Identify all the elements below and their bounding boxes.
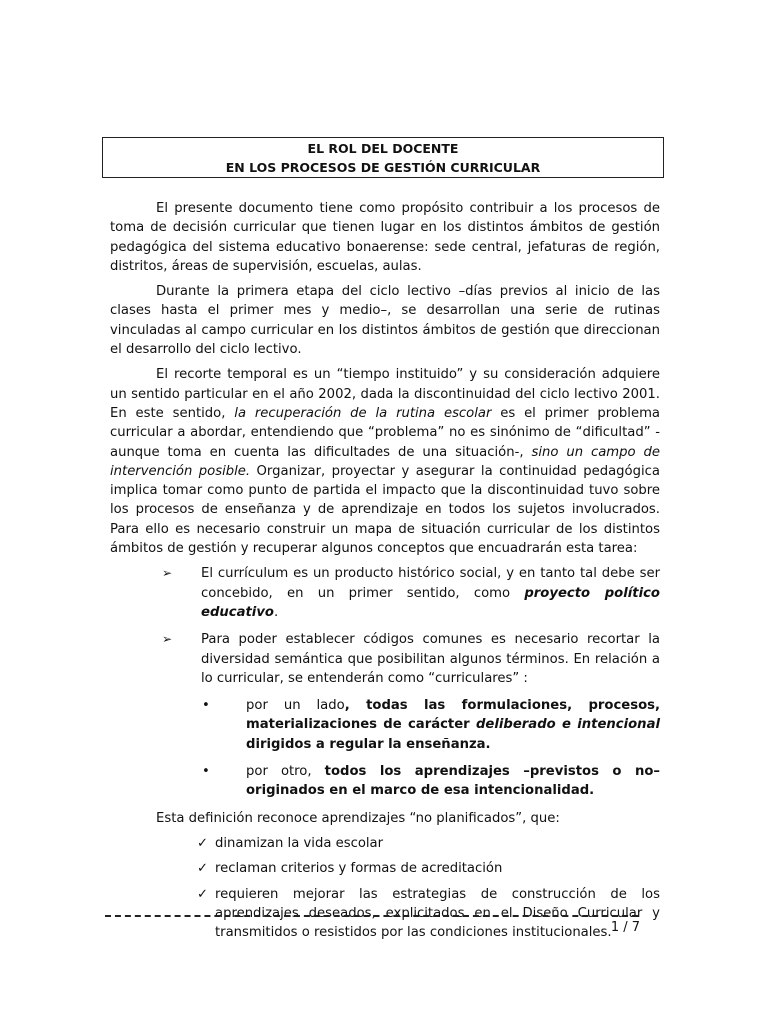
- paragraph-3-text-b: es el primer problema curricular a abordar, entendiendo que “problema” no es sinónimo de “dificultad” -aunque toma en cuenta las dificultades de una situación-,: [110, 405, 661, 460]
- paragraph-3-emphasis-2: sino un campo de intervención posible.: [110, 444, 660, 479]
- bullet-1-text-a: por un lado: [246, 698, 345, 714]
- arrow-item-1-strong: proyecto político educativo: [201, 585, 660, 620]
- check-list: [110, 834, 660, 942]
- round-bullet-icon: •: [202, 764, 210, 780]
- document-body: [110, 199, 660, 948]
- bullet-2-text-b: todos los aprendizajes –previstos o no– originados en el marco de esa intencionalidad.: [246, 764, 660, 799]
- check-item-2: [110, 859, 660, 878]
- arrow-list-item-2: [110, 630, 660, 688]
- arrowhead-bullet-icon: ➢: [162, 632, 173, 647]
- bullet-1-emphasis: deliberado e intencional: [475, 717, 660, 733]
- paragraph-2: Durante la primera etapa del ciclo lectivo –días previos al inicio de las clases hasta el primer mes y medio–, se desarrollan una serie de rutinas vinculadas al campo curricular en los distintos ámbitos de gestión que direccionan el desarrollo del ciclo lectivo.: [110, 284, 660, 358]
- page-number: 1 / 7: [610, 920, 640, 935]
- bullet-1-text-c: dirigidos a regular la enseñanza.: [246, 736, 491, 752]
- check-item-3: [110, 885, 660, 943]
- paragraph-3-emphasis-1: la recuperación de la rutina escolar: [234, 405, 492, 421]
- bullet-item-2: [110, 762, 660, 801]
- paragraph-3-text-c: Organizar, proyectar y asegurar la continuidad pedagógica implica tomar como punto de partida el impacto que la discontinuidad tuvo sobre los procesos de enseñanza y de aprendizaje en todos los sujetos involucrados. Para ello es necesario construir un mapa de situación curricular de los distintos ámbitos de gestión y recuperar algunos conceptos que encuadrarán esta tarea:: [110, 463, 660, 557]
- paragraph-3-text-a: El recorte temporal es un “tiempo instituido” y su consideración adquiere un sentido particular en el año 2002, dada la discontinuidad del ciclo lectivo 2001. En este sentido,: [110, 367, 660, 421]
- arrow-item-2-text: Para poder establecer códigos comunes es necesario recortar la diversidad semántica que posibilitan algunos términos. En relación a lo curricular, se entenderán como “curriculares” :: [201, 632, 660, 686]
- footer-divider: [105, 915, 638, 917]
- bullet-2-text-a: por otro,: [246, 764, 325, 780]
- check-item-3-text: requieren mejorar las estrategias de construcción de los aprendizajes deseados, explicitados en el Diseño Curricular y transmitidos o resistidos por las condiciones institucionales.: [215, 886, 660, 941]
- checkmark-icon: ✓: [197, 861, 209, 877]
- bullet-list: [110, 696, 660, 800]
- checkmark-icon: ✓: [197, 886, 209, 902]
- arrow-list: [110, 564, 660, 688]
- title-line-2: EN LOS PROCESOS DE GESTIÓN CURRICULAR: [225, 160, 541, 175]
- arrow-item-1-text-a: El currículum es un producto histórico social, y en tanto tal debe ser concebido, en un primer sentido, como: [201, 566, 660, 601]
- definition-intro: Esta definición reconoce aprendizajes “no planificados”, que:: [156, 810, 560, 826]
- bullet-1-text-b: , todas las formulaciones, procesos, materializaciones de carácter: [246, 698, 660, 733]
- check-item-2-text: reclaman criterios y formas de acreditación: [215, 861, 503, 877]
- title-box: [102, 137, 664, 178]
- check-item-1-text: dinamizan la vida escolar: [215, 835, 384, 851]
- bullet-item-1: [110, 696, 660, 754]
- round-bullet-icon: •: [202, 698, 210, 714]
- title-line-1: EL ROL DEL DOCENTE: [307, 141, 459, 156]
- paragraph-3: [110, 365, 660, 558]
- arrowhead-bullet-icon: ➢: [162, 566, 173, 581]
- arrow-list-item-1: [110, 564, 660, 622]
- checkmark-icon: ✓: [197, 835, 209, 851]
- arrow-item-1-text-b: .: [273, 604, 279, 620]
- check-item-1: [110, 834, 660, 853]
- paragraph-1: El presente documento tiene como propósito contribuir a los procesos de toma de decisión curricular que tienen lugar en los distintos ámbitos de gestión pedagógica del sistema educativo bonaerense: sede central, jefaturas de región, distritos, áreas de supervisión, escuelas, aulas.: [110, 201, 660, 274]
